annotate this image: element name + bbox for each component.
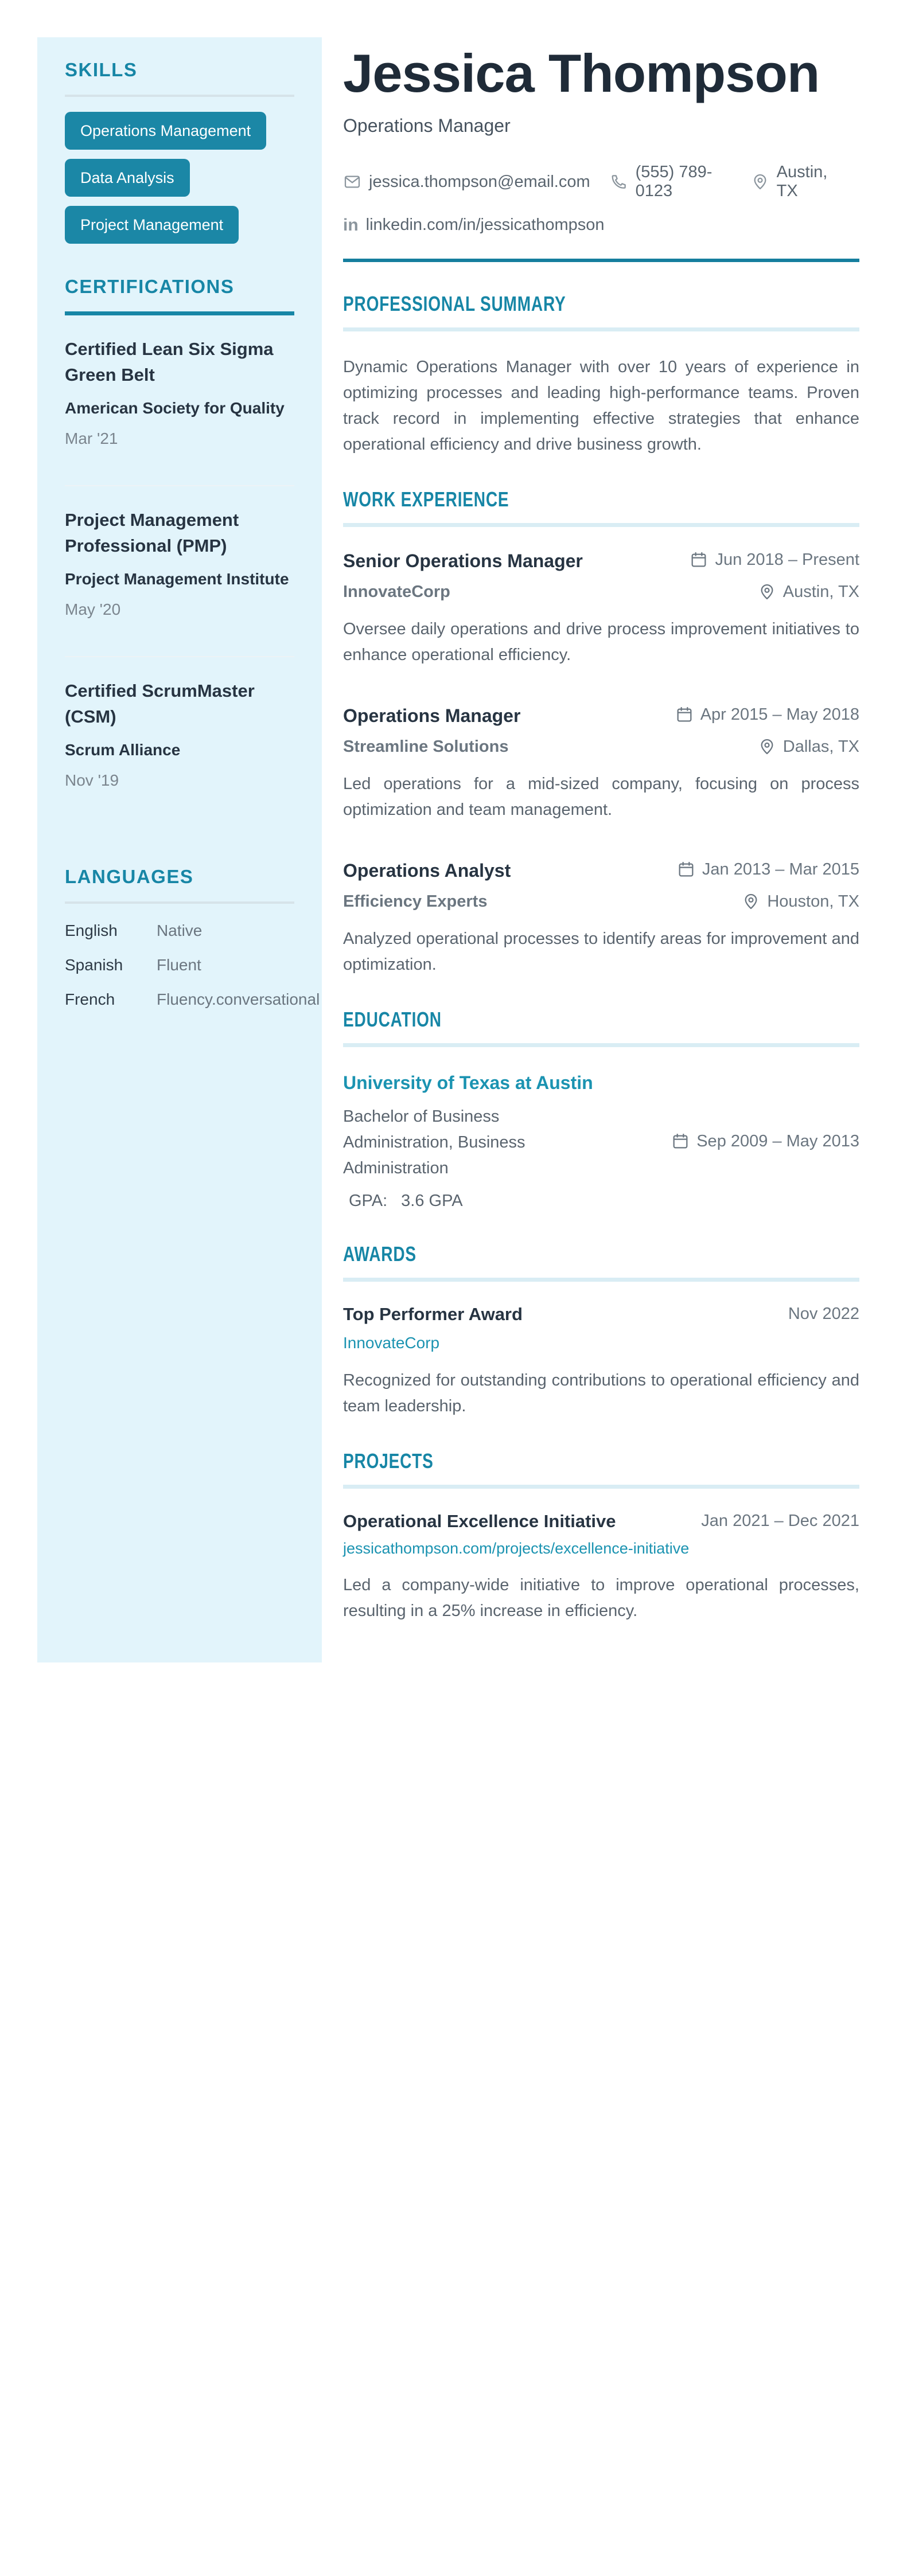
map-pin-icon (758, 583, 776, 601)
certification-date: Mar '21 (65, 430, 118, 447)
job-location-text: Dallas, TX (782, 737, 859, 756)
language-level: Fluent (157, 956, 201, 974)
certifications-heading: CERTIFICATIONS (65, 276, 235, 297)
certification-date: May '20 (65, 600, 121, 618)
contact-phone (610, 163, 731, 201)
job-company: Streamline Solutions (343, 737, 509, 756)
job-date (690, 550, 859, 569)
awards-section (343, 1242, 859, 1419)
language-name: Spanish (65, 956, 123, 974)
summary-text: Dynamic Operations Manager with over 10 years of experience in optimizing processes and leading high-performance teams. Proven track record in implementing effective strategies that enhance operational efficiency and drive business growth. (343, 358, 859, 454)
gpa-row (343, 1189, 595, 1212)
language-level: Native (157, 922, 203, 939)
project-link[interactable]: jessicathompson.com/projects/excellence-initiative (343, 1540, 690, 1558)
certification-separator (65, 485, 294, 486)
candidate-title: Operations Manager (343, 115, 511, 136)
education-section (343, 1008, 859, 1212)
awards-heading-divider (343, 1278, 859, 1282)
certification-item (65, 336, 294, 448)
certification-name: Certified ScrumMaster (CSM) (65, 681, 255, 727)
contact-email (343, 173, 590, 192)
languages-divider (65, 901, 294, 904)
education-heading-divider (343, 1043, 859, 1047)
skills-section (65, 59, 294, 244)
job-title: Operations Manager (343, 705, 521, 727)
language-row (65, 955, 294, 975)
language-name: French (65, 990, 115, 1008)
certification-separator (65, 656, 294, 657)
job-title: Senior Operations Manager (343, 551, 583, 572)
skills-list (65, 112, 294, 244)
education-heading: EDUCATION (343, 1008, 442, 1032)
project-description: Led a company-wide initiative to improve operational processes, resulting in a 25% increase in efficiency. (343, 1576, 859, 1621)
skills-heading: SKILLS (65, 59, 138, 80)
linkedin-row (343, 216, 859, 235)
job-location-text: Austin, TX (782, 583, 859, 602)
project-item (343, 1511, 859, 1624)
phone-icon (610, 173, 628, 191)
skill-tag: Operations Management (65, 112, 266, 150)
language-level: Fluency.conversational (157, 990, 320, 1008)
certification-name: Certified Lean Six Sigma Green Belt (65, 339, 274, 385)
header-divider (343, 259, 859, 262)
certification-item (65, 507, 294, 619)
email-text: jessica.thompson@email.com (369, 172, 590, 191)
summary-heading: PROFESSIONAL SUMMARY (343, 292, 566, 316)
gpa-value: 3.6 GPA (401, 1192, 463, 1211)
projects-heading: PROJECTS (343, 1449, 434, 1473)
job-description: Analyzed operational processes to identify areas for improvement and optimization. (343, 930, 859, 974)
degree-text: Bachelor of Business Administration, Business Administration (343, 1107, 525, 1178)
calendar-icon (677, 860, 695, 879)
summary-heading-divider (343, 327, 859, 331)
award-date: Nov 2022 (788, 1305, 859, 1324)
job-date-text: Apr 2015 – May 2018 (700, 705, 859, 724)
calendar-icon (671, 1132, 690, 1150)
certifications-section (65, 276, 294, 790)
education-date (671, 1070, 859, 1212)
certifications-divider (65, 311, 294, 315)
job-item (343, 860, 859, 978)
language-row (65, 990, 320, 1009)
job-company: Efficiency Experts (343, 892, 488, 911)
certification-org: American Society for Quality (65, 399, 285, 417)
candidate-name: Jessica Thompson (343, 43, 820, 103)
award-item (343, 1303, 859, 1419)
skill-tag: Project Management (65, 206, 239, 244)
contact-linkedin (343, 216, 605, 235)
languages-section (65, 866, 320, 1009)
map-pin-icon (758, 737, 776, 756)
summary-section (343, 292, 859, 458)
contact-location (751, 163, 840, 201)
award-org-link[interactable]: InnovateCorp (343, 1334, 440, 1352)
education-date-text: Sep 2009 – May 2013 (696, 1132, 859, 1151)
certification-date: Nov '19 (65, 771, 119, 789)
experience-section (343, 487, 859, 978)
certification-org: Project Management Institute (65, 570, 289, 588)
award-title: Top Performer Award (343, 1304, 523, 1325)
project-date: Jan 2021 – Dec 2021 (701, 1512, 859, 1531)
job-date-text: Jan 2013 – Mar 2015 (702, 860, 859, 879)
experience-heading: WORK EXPERIENCE (343, 487, 509, 512)
job-date (675, 705, 859, 724)
project-title: Operational Excellence Initiative (343, 1511, 616, 1532)
language-name: English (65, 922, 118, 939)
phone-text: (555) 789-0123 (635, 163, 713, 201)
job-description: Led operations for a mid-sized company, focusing on process optimization and team management. (343, 775, 859, 819)
skill-tag: Data Analysis (65, 159, 190, 197)
gpa-label: GPA: (349, 1192, 388, 1211)
job-date-text: Jun 2018 – Present (715, 551, 859, 569)
certification-item (65, 678, 294, 790)
job-location-text: Houston, TX (767, 892, 859, 911)
map-pin-icon (742, 892, 760, 911)
sidebar (37, 37, 322, 1662)
skills-divider (65, 95, 294, 97)
envelope-icon (343, 173, 361, 191)
job-company: InnovateCorp (343, 583, 450, 602)
awards-heading: AWARDS (343, 1242, 416, 1266)
job-location (758, 737, 859, 756)
school-link[interactable]: University of Texas at Austin (343, 1072, 593, 1094)
calendar-icon (675, 705, 694, 724)
education-item (343, 1070, 859, 1212)
languages-list (65, 921, 320, 1009)
award-description: Recognized for outstanding contributions to operational efficiency and team leadership. (343, 1371, 859, 1416)
linkedin-icon: in (343, 215, 359, 235)
calendar-icon (690, 551, 708, 569)
job-description: Oversee daily operations and drive process improvement initiatives to enhance operational efficiency. (343, 620, 859, 665)
job-location (742, 892, 859, 911)
resume-main (343, 33, 859, 1624)
languages-heading: LANGUAGES (65, 866, 194, 887)
projects-heading-divider (343, 1485, 859, 1489)
location-text: Austin, TX (776, 163, 828, 201)
map-pin-icon (751, 173, 769, 191)
language-row (65, 921, 294, 940)
job-location (758, 582, 859, 602)
linkedin-text: linkedin.com/in/jessicathompson (365, 216, 605, 235)
certification-name: Project Management Professional (PMP) (65, 510, 239, 556)
job-date (677, 860, 859, 879)
job-item (343, 705, 859, 823)
job-title: Operations Analyst (343, 860, 511, 881)
experience-heading-divider (343, 523, 859, 527)
certification-org: Scrum Alliance (65, 741, 181, 759)
job-item (343, 550, 859, 668)
projects-section (343, 1449, 859, 1624)
contact-row (343, 163, 859, 201)
